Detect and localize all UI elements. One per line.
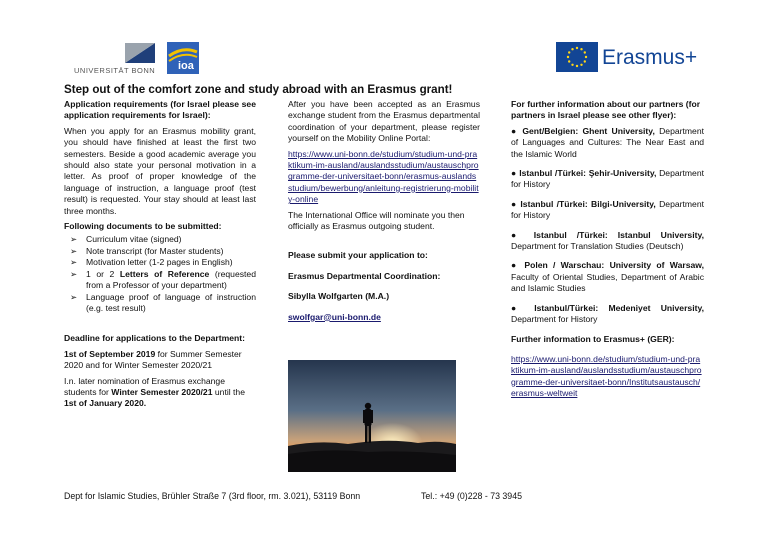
document-item-bold: Letters of Reference <box>119 268 210 279</box>
coordinator-name: Sibylla Wolfgarten (M.A.) <box>288 291 390 302</box>
partner-item <box>511 199 704 222</box>
partner-department: Faculty of Oriental Studies, Department of Arabic and Islamic Studies <box>511 271 704 294</box>
sunset-silhouette-photo <box>288 360 456 472</box>
later-nomination-date: 1st of January 2020. <box>64 398 147 409</box>
document-item <box>64 257 256 268</box>
footer-phone: Tel.: +49 (0)228 - 73 3945 <box>421 491 522 501</box>
page-headline: Step out of the comfort zone and study abroad with an Erasmus grant! <box>64 83 453 96</box>
document-item-rest: (requested from a Professor of your department) <box>86 268 256 291</box>
partner-name: Polen / Warschau: University of Warsaw, <box>524 260 704 271</box>
partner-name: Istanbul /Türkei: Bilgi-University, <box>520 198 656 209</box>
documents-list <box>64 234 256 314</box>
deadline-text <box>64 349 256 372</box>
column-registration <box>288 99 480 323</box>
submit-heading: Please submit your application to: <box>288 250 428 261</box>
requirements-heading: Application requirements (for Israel please see application requirements for Israel): <box>64 99 256 121</box>
later-nomination-semester: Winter Semester 2020/21 <box>111 386 213 397</box>
document-item <box>64 292 256 315</box>
registration-intro: After you have been accepted as an Erasmus exchange student from the Erasmus departmental coordination of your department, please register yourself on the Mobility Online Portal: <box>288 99 480 144</box>
deadline-date: 1st of September 2019 <box>64 348 156 359</box>
document-item-text: Note transcript (for Master students) <box>86 245 224 256</box>
bullet-icon: ● <box>511 198 518 209</box>
footer-address: Dept for Islamic Studies, Brühler Straße 7 (3rd floor, rm. 3.021), 53119 Bonn <box>64 491 361 501</box>
arrow-bullet-icon: ➢ <box>70 291 78 302</box>
partner-name: Gent/Belgien: Ghent University, <box>522 125 655 136</box>
partner-item <box>511 260 704 294</box>
uni-logo-mark <box>125 43 155 63</box>
column-requirements <box>64 99 256 410</box>
later-nomination-mid: until the <box>212 386 245 397</box>
arrow-bullet-icon: ➢ <box>70 268 78 279</box>
bullet-icon: ● <box>511 125 519 136</box>
document-item <box>64 234 256 245</box>
partner-department: Department for Translation Studies (Deutsch) <box>511 241 684 252</box>
arrow-bullet-icon: ➢ <box>70 234 78 245</box>
bullet-icon: ● <box>511 302 525 313</box>
arrow-bullet-icon: ➢ <box>70 245 78 256</box>
later-nomination-text <box>64 376 256 410</box>
coordination-heading: Erasmus Departmental Coordination: <box>288 270 441 281</box>
nomination-text: The International Office will nominate you then officially as Erasmus outgoing student. <box>288 209 465 232</box>
mobility-online-link[interactable]: https://www.uni-bonn.de/studium/studium-und-praktikum-im-ausland/auslandsstudium/austauschprogramme-der-universitaet-bonn/erasmus-auslandsstudium/bewerbung/anleitung-registrierung-mobility-online <box>288 148 479 205</box>
partners-info-heading: For further information about our partners (for partners in Israel please see other flyer): <box>511 99 701 121</box>
erasmus-weltweit-link[interactable]: https://www.uni-bonn.de/studium/studium-und-praktikum-im-ausland/auslandsstudium/austauschprogramme-der-universitaet-bonn/Institutsaustausch/erasmus-weltweit <box>511 353 702 399</box>
eu-flag-icon <box>556 42 598 72</box>
document-item-text: 1 or 2 <box>86 268 120 279</box>
partner-item <box>511 126 704 160</box>
bullet-icon: ● <box>511 168 517 179</box>
partner-department: Department for History <box>511 198 704 221</box>
uni-logo-text: UNIVERSITÄT BONN <box>74 66 156 75</box>
later-nomination-intro: I.n. later nomination of Erasmus exchange students for <box>64 375 225 397</box>
bullet-icon: ● <box>511 260 520 271</box>
partner-department: Department of Languages and Cultures: The Near East and the Islamic World <box>511 125 704 159</box>
document-item-text: Language proof of language of instruction (e.g. test result) <box>86 291 256 313</box>
column-partners <box>511 99 704 400</box>
partner-name: Istanbul /Türkei: Istanbul University, <box>533 229 704 240</box>
documents-heading: Following documents to be submitted: <box>64 221 222 232</box>
requirements-text: When you apply for an Erasmus mobility grant, you should have finished at least the first two semesters. Beside a good academic average you should also state your personal motivation in a letter. As proof of proper knowledge of the language of instruction, a language proof (test result) is requested. Your stay should at least last three months. <box>64 125 256 216</box>
coordinator-email-link[interactable]: swolfgar@uni-bonn.de <box>288 311 381 322</box>
arrow-bullet-icon: ➢ <box>70 257 78 268</box>
document-item <box>64 246 256 257</box>
deadline-date-detail: for Summer Semester 2020 and for Winter Semester 2020/21 <box>64 348 242 371</box>
document-item-text: Motivation letter (1-2 pages in English) <box>86 257 233 268</box>
deadline-heading: Deadline for applications to the Department: <box>64 333 245 344</box>
document-item <box>64 269 256 292</box>
partner-item <box>511 230 704 253</box>
erasmus-logo-text: Erasmus+ <box>602 46 698 69</box>
document-item-text: Curriculum vitae (signed) <box>86 234 182 245</box>
partner-name: Istanbul/Türkei: Medeniyet University, <box>534 302 704 313</box>
partner-list <box>511 126 704 326</box>
partner-department: Department for History <box>511 314 598 325</box>
partner-item <box>511 303 704 326</box>
partner-department: Department for History <box>511 168 704 190</box>
partner-item <box>511 168 704 191</box>
ioa-logo-text: ioa <box>178 60 194 72</box>
erasmus-info-heading: Further information to Erasmus+ (GER): <box>511 333 675 344</box>
partner-name: Istanbul /Türkei: Şehir-University, <box>519 168 657 179</box>
bullet-icon: ● <box>511 229 524 240</box>
